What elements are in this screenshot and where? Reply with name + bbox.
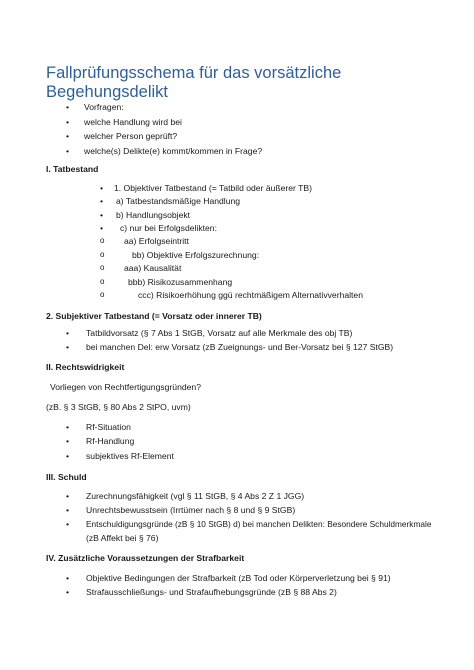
list-item: Unrechtsbewusstsein (Irrtümer nach § 8 und § 9 StGB) [86, 505, 296, 515]
bullet-icon: • [66, 131, 70, 141]
bullet-icon: • [100, 223, 104, 233]
bullet-icon: • [100, 196, 104, 206]
list-item: Objektive Bedingungen der Strafbarkeit (zB Tod oder Körperverletzung bei § 91) [86, 573, 391, 583]
list-item: welche(s) Delikte(e) kommt/kommen in Frage? [84, 146, 263, 156]
circle-bullet-icon: o [100, 277, 105, 286]
list-item: Tatbildvorsatz (§ 7 Abs 1 StGB, Vorsatz auf alle Merkmale des obj TB) [86, 328, 353, 338]
bullet-icon: • [66, 436, 70, 446]
list-item: Strafausschließungs- und Strafaufhebungsgründe (zB § 88 Abs 2) [86, 587, 337, 597]
bullet-icon: • [66, 519, 70, 529]
circle-bullet-icon: o [100, 263, 105, 272]
sub-list-item: bb) Objektive Erfolgszurechnung: [132, 250, 260, 260]
bullet-icon: • [100, 183, 104, 193]
list-item: Rf-Situation [86, 422, 131, 432]
bullet-icon: • [66, 573, 70, 583]
list-item: a) Tatbestandsmäßige Handlung [116, 196, 241, 206]
sub-list-item: bbb) Risikozusammenhang [128, 277, 233, 287]
list-item: Vorfragen: [84, 102, 124, 112]
bullet-icon: • [66, 587, 70, 597]
paragraph: (zB. § 3 StGB, § 80 Abs 2 StPO, uvm) [46, 402, 191, 412]
circle-bullet-icon: o [100, 236, 105, 245]
list-item: 1. Objektiver Tatbestand (= Tatbild oder äußerer TB) [114, 183, 312, 193]
bullet-icon: • [66, 422, 70, 432]
bullet-icon: • [66, 328, 70, 338]
circle-bullet-icon: o [100, 250, 105, 259]
list-item: Zurechnungsfähigkeit (vgl § 11 StGB, § 4 Abs 2 Z 1 JGG) [86, 491, 305, 501]
list-item: welcher Person geprüft? [84, 131, 178, 141]
list-item: welche Handlung wird bei [84, 117, 182, 127]
list-item: c) nur bei Erfolgsdelikten: [120, 223, 217, 233]
bullet-icon: • [66, 102, 70, 112]
section-heading: 2. Subjektiver Tatbestand (= Vorsatz oder innerer TB) [46, 311, 262, 321]
bullet-icon: • [66, 491, 70, 501]
list-item: b) Handlungsobjekt [116, 210, 191, 220]
bullet-icon: • [66, 117, 70, 127]
section-heading: IV. Zusätzliche Voraussetzungen der Strafbarkeit [46, 553, 245, 563]
circle-bullet-icon: o [100, 290, 105, 299]
bullet-icon: • [66, 146, 70, 156]
sub-list-item: aaa) Kausalität [124, 263, 182, 273]
section-heading: III. Schuld [46, 472, 87, 482]
list-item: bei manchen Del: erw Vorsatz (zB Zueignungs- und Ber-Vorsatz bei § 127 StGB) [86, 342, 394, 352]
list-item-continuation: (zB Affekt bei § 76) [86, 533, 159, 543]
section-heading: I. Tatbestand [46, 164, 99, 174]
bullet-icon: • [66, 451, 70, 461]
bullet-icon: • [66, 342, 70, 352]
sub-list-item: aa) Erfolgseintritt [124, 236, 189, 246]
sub-list-item: ccc) Risikoerhöhung ggü rechtmäßigem Alternativverhalten [138, 290, 363, 300]
list-item: subjektives Rf-Element [86, 451, 174, 461]
paragraph: Vorliegen von Rechtfertigungsgründen? [50, 382, 201, 392]
section-heading: II. Rechtswidrigkeit [46, 362, 125, 372]
document-title: Fallprüfungsschema für das vorsätzliche Begehungsdelikt [46, 64, 342, 101]
bullet-icon: • [66, 505, 70, 515]
list-item: Entschuldigungsgründe (zB § 10 StGB) d) bei manchen Delikten: Besondere Schuldmerkmale [86, 519, 432, 529]
list-item: Rf-Handlung [86, 436, 135, 446]
bullet-icon: • [100, 210, 104, 220]
